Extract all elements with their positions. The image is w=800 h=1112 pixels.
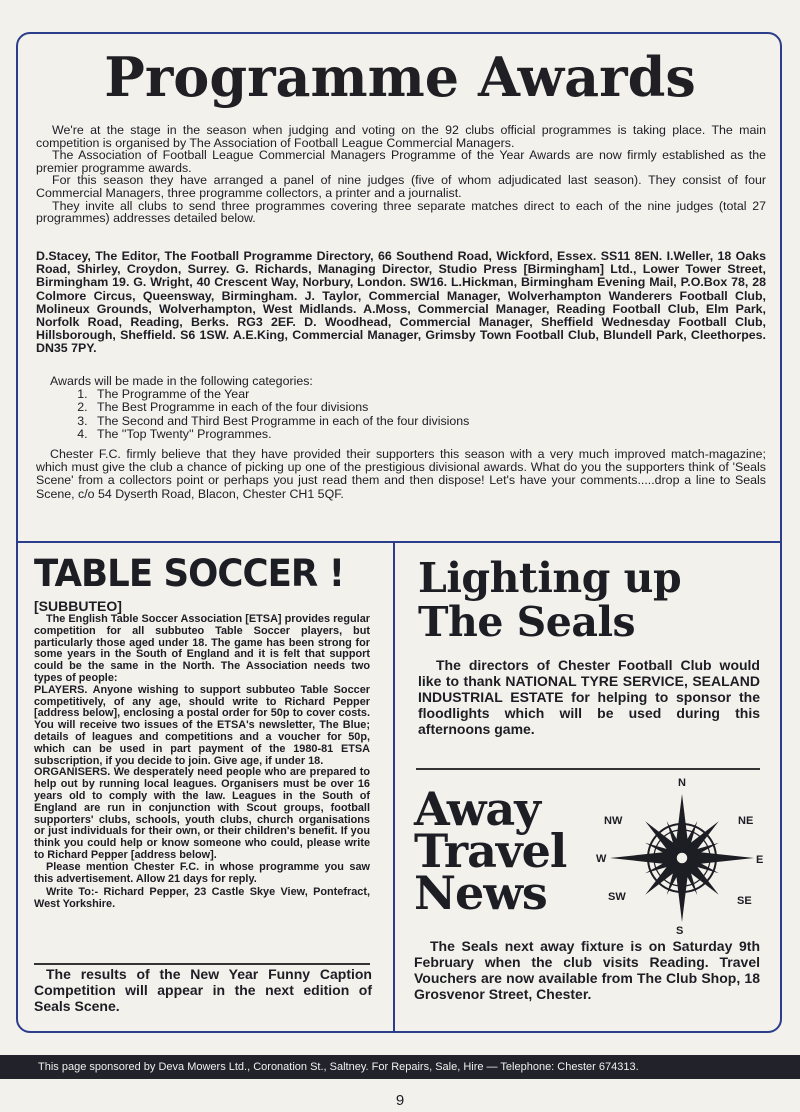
programme-awards-title: Programme Awards <box>104 45 696 109</box>
categories-intro: Awards will be made in the following categories: <box>50 374 313 388</box>
judges-addresses: D.Stacey, The Editor, The Football Programme Directory, 66 Southend Road, Wickford, Essex. SS11 8EN. I.Weller, 18 Oaks Road, Shirley, Croydon, Surrey. G. Richards, Managing Director, Studio Press [Birmingham] Ltd., Lower Tower Street, Birmingham 19. G. Wright, 40 Crescent Way, Norbury, London. SW16. L.Hickman, Birmingham Evening Mail, P.O.Box 78, 28 Colmore Circus, Queensway, Birmingham. J. Taylor, Commercial Manager, Wolverhampton Wanderers Football Club, Molineux Grounds, Wolverhampton, West Midlands. A.Moss, Commercial Manager, Reading Football Club, Elm Park, Norfolk Road, Reading, Berks. RG3 2EF. D. Woodhead, Commercial Manager, Sheffield Wednesday Football Club, Hillsborough, Sheffield. S6 1SW. A.E.King, Commercial Manager, Grimsby Town Football Club, Blundell Park, Cleethorpes. DN35 7PY. <box>36 249 766 356</box>
away-travel-title-line: Away <box>414 782 540 836</box>
intro-paragraph: The Association of Football League Commercial Managers Programme of the Year Awards are now firmly established as the premier programme awards. <box>36 148 766 175</box>
lighting-rule <box>416 768 760 770</box>
lighting-title-line: Lighting up <box>418 554 682 602</box>
compass-nw: NW <box>604 815 623 827</box>
compass-se: SE <box>737 895 752 907</box>
compass-n: N <box>678 777 686 789</box>
category-item: 2. The Best Programme in each of the four divisions <box>91 401 756 414</box>
category-item: 4. The ''Top Twenty'' Programmes. <box>91 428 756 441</box>
programme-awards-closing: Chester F.C. firmly believe that they have provided their supporters this season with a very much improved match-magazine; which must give the club a chance of picking up one of the prestigious divisional awards. What do you the supporters think of 'Seals Scene' from a collectors point or perhaps you just read them and then dispose! Let's have your comments.....drop a line to Seals Scene, c/o 54 Dyserth Road, Blacon, Chester CH1 5QF. <box>36 447 766 501</box>
section-divider-horizontal <box>18 541 780 543</box>
intro-paragraph: They invite all clubs to send three programmes covering three separate matches direct to each of the nine judges (total 27 programmes) addresses detailed below. <box>36 198 766 226</box>
compass-w: W <box>596 853 607 865</box>
away-travel-title-line: News <box>414 866 547 920</box>
lighting-title-line: The Seals <box>418 598 636 646</box>
category-item: 3. The Second and Third Best Programme in each of the four divisions <box>91 415 756 428</box>
intro-paragraph: We're at the stage in the season when judging and voting on the 92 clubs official programmes is taking place. The main competition is organised by The Association of Football League Commercial Managers. <box>36 123 766 150</box>
intro-paragraph: For this season they have arranged a panel of nine judges (five of whom adjudicated last season). They consist of four Commercial Managers, three programme collectors, a printer and a journalist. <box>36 173 766 200</box>
table-soccer-body <box>34 614 370 911</box>
award-categories <box>36 375 756 441</box>
category-item: 1. The Programme of the Year <box>91 388 756 401</box>
away-travel-body: The Seals next away fixture is on Saturday 9th February when the club visits Reading. Travel Vouchers are now available from The Club Shop, 18 Grosvenor Street, Chester. <box>414 938 760 1002</box>
table-soccer-title: TABLE SOCCER ! <box>34 552 344 595</box>
away-travel-title-line: Travel <box>414 824 567 878</box>
sponsor-text: This page sponsored by Deva Mowers Ltd., Coronation St., Saltney. For Repairs, Sale, Hire — Telephone: Chester 674313. <box>38 1061 639 1073</box>
lighting-body: The directors of Chester Football Club would like to thank NATIONAL TYRE SERVICE, SEALAND INDUSTRIAL ESTATE for helping to sponsor the floodlights which will be used during this afternoons game. <box>418 657 760 737</box>
table-soccer-rule <box>34 963 370 965</box>
table-soccer-paragraph: ORGANISERS. We desperately need people who are prepared to help out by running local leagues. Organisers must be over 16 years old to comply with the law. Leagues in the South of England are run in conjunction with Scout groups, football supporters' clubs, schools, youth clubs, church organisations or just individuals for their own, or their children's benefit. If you think you could help or know someone who could, please write to Richard Pepper [address below]. <box>34 766 370 861</box>
compass-icon <box>592 772 772 940</box>
section-divider-vertical <box>393 543 395 1031</box>
funny-caption-notice: The results of the New Year Funny Caption Competition will appear in the next edition of Seals Scene. <box>34 966 372 1014</box>
compass-s: S <box>676 925 684 937</box>
table-soccer-write-to: Write To:- Richard Pepper, 23 Castle Skye View, Pontefract, West Yorkshire. <box>34 886 370 911</box>
table-soccer-subtitle: [SUBBUTEO] <box>34 598 122 614</box>
page-number: 9 <box>395 1092 405 1109</box>
table-soccer-paragraph: The English Table Soccer Association [ETSA] provides regular competition for all subbuteo Table Soccer players, but particularly those aged under 18. The game has been strong for some years in the South of England and it is felt that support could be the same in the North. The Association needs two types of people: <box>34 613 370 684</box>
programme-awards-intro <box>36 124 766 225</box>
table-soccer-paragraph: Please mention Chester F.C. in whose programme you saw this advertisement. Allow 21 days for reply. <box>34 860 370 885</box>
away-travel-title <box>414 782 567 920</box>
compass-ne: NE <box>738 815 754 827</box>
compass-e: E <box>756 854 764 866</box>
sponsor-footer <box>0 1055 800 1079</box>
compass-sw: SW <box>608 891 626 903</box>
lighting-title <box>418 556 681 644</box>
table-soccer-paragraph: PLAYERS. Anyone wishing to support subbuteo Table Soccer competitively, of any age, should write to Richard Pepper [address below], enclosing a postal order for 50p to cover costs. You will receive two issues of the ETSA's newsletter, The Blue; details of leagues and competitions and a voucher for 50p, which can be used in part payment of the 1980-81 ETSA subscription, if you decide to join. Give age, if under 18. <box>34 683 370 767</box>
